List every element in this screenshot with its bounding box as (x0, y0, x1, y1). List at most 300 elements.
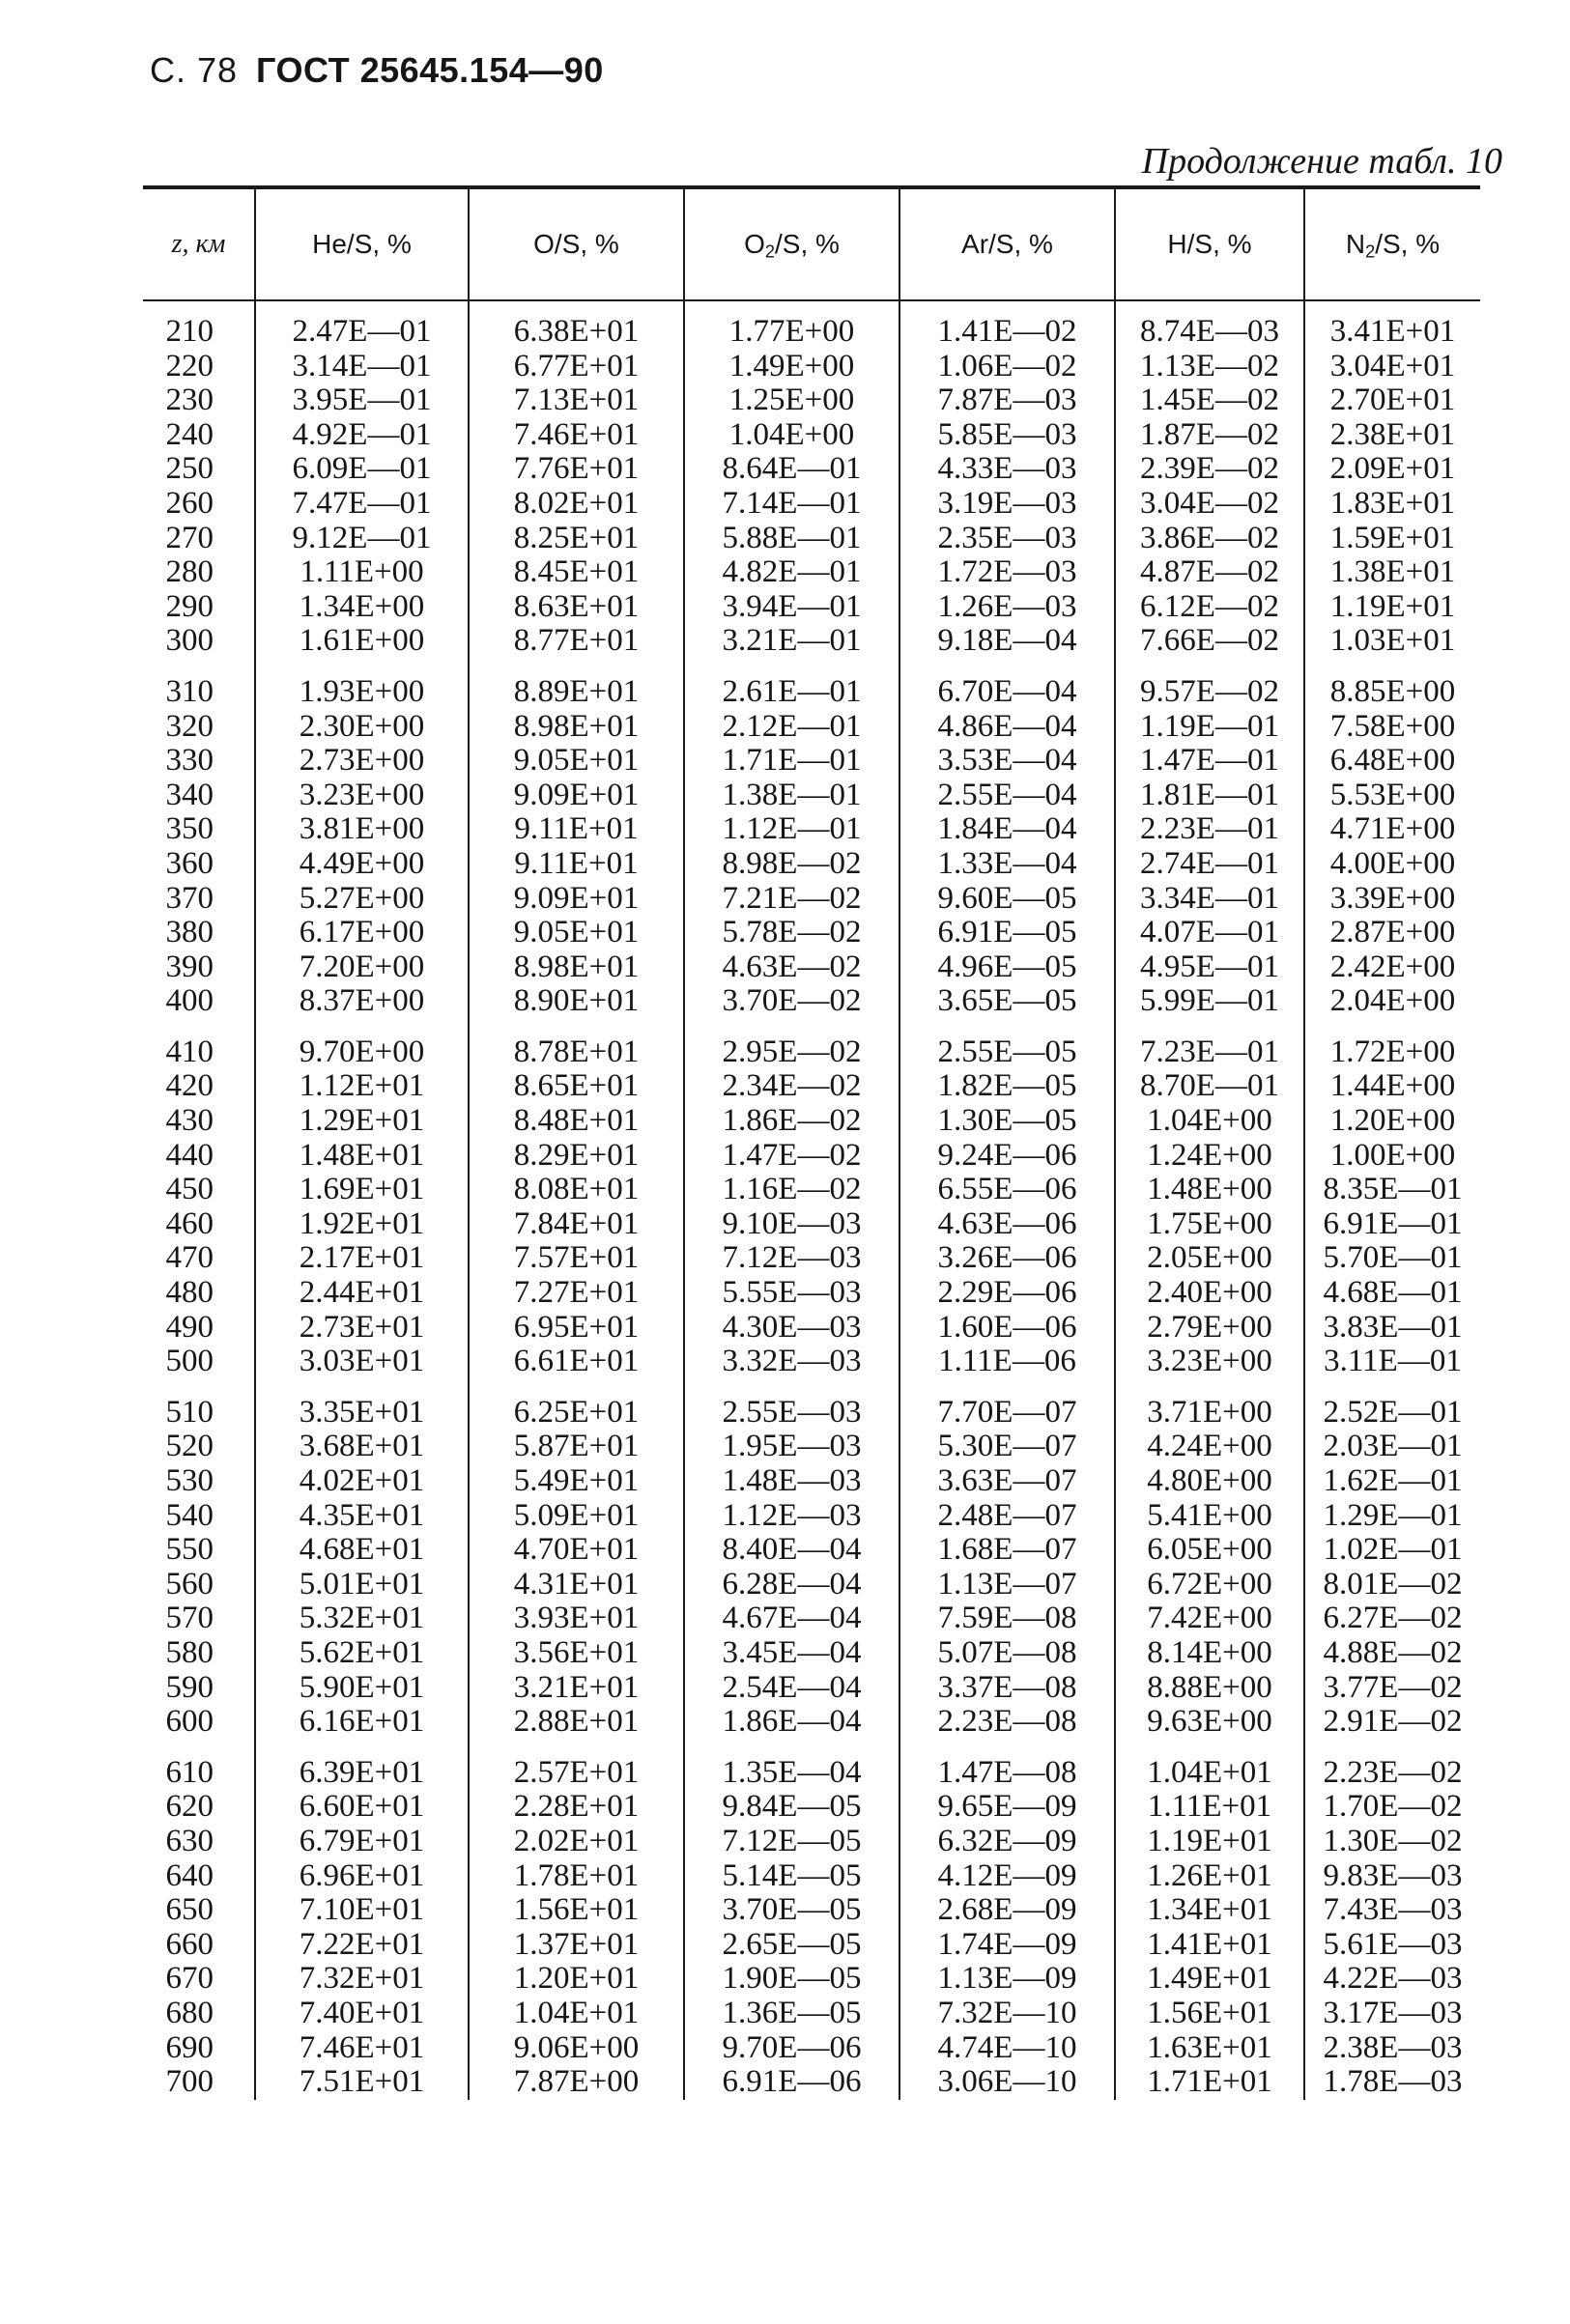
altitude-cell: 350 (165, 811, 214, 847)
value-cell: 1.56E+01 (1115, 1997, 1304, 2031)
table-row (143, 1740, 1480, 1791)
value-cell: 4.68E+01 (255, 1533, 469, 1568)
value-cell: 8.01E—02 (1304, 1568, 1480, 1602)
value-cell: 2.02E+01 (469, 1825, 684, 1859)
altitude-cell: 560 (165, 1566, 214, 1601)
value-cell: 1.61E+00 (255, 624, 469, 659)
altitude-cell: 690 (165, 2029, 214, 2065)
value-cell: 8.37E+00 (255, 984, 469, 1019)
value-cell: 1.47E—02 (684, 1139, 899, 1174)
value-cell: 2.04E+00 (1304, 984, 1480, 1019)
value-cell: 8.98E+01 (469, 710, 684, 745)
value-cell: 7.12E—05 (684, 1825, 899, 1859)
value-cell: 9.57E—02 (1115, 659, 1304, 710)
altitude-cell: 260 (165, 485, 214, 521)
value-cell: 8.29E+01 (469, 1139, 684, 1174)
value-cell: 1.71E—01 (684, 744, 899, 779)
altitude-cell: 330 (165, 743, 214, 779)
value-cell: 3.34E—01 (1115, 882, 1304, 917)
value-cell: 2.68E—09 (899, 1893, 1115, 1928)
value-cell: 1.35E—04 (684, 1740, 899, 1791)
table-row (143, 710, 1480, 745)
value-cell: 3.06E—10 (899, 2065, 1115, 2100)
value-cell: 2.30E+00 (255, 710, 469, 745)
value-cell: 5.32E+01 (255, 1601, 469, 1636)
table-row (143, 555, 1480, 590)
value-cell: 8.89E+01 (469, 659, 684, 710)
table-row (143, 1997, 1480, 2031)
value-cell: 2.52E—01 (1304, 1379, 1480, 1431)
value-cell: 9.60E—05 (899, 882, 1115, 917)
altitude-cell: 450 (165, 1172, 214, 1207)
value-cell: 3.70E—05 (684, 1893, 899, 1928)
value-cell: 4.12E—09 (899, 1859, 1115, 1894)
value-cell: 2.03E—01 (1304, 1430, 1480, 1464)
value-cell: 1.93E+00 (255, 659, 469, 710)
value-cell: 3.39E+00 (1304, 882, 1480, 917)
table-row (143, 1499, 1480, 1534)
table-row (143, 2031, 1480, 2066)
value-cell: 1.37E+01 (469, 1928, 684, 1963)
value-cell: 3.17E—03 (1304, 1997, 1480, 2031)
value-cell: 4.33E—03 (899, 452, 1115, 487)
value-cell: 7.43E—03 (1304, 1893, 1480, 1928)
value-cell: 3.11E—01 (1304, 1345, 1480, 1379)
value-cell: 2.54E—04 (684, 1671, 899, 1706)
table-row (143, 1311, 1480, 1346)
value-cell: 7.32E—10 (899, 1997, 1115, 2031)
value-cell: 4.24E+00 (1115, 1430, 1304, 1464)
value-cell: 3.86E—02 (1115, 522, 1304, 556)
column-header: Ar/S, % (899, 189, 1115, 300)
table-row (143, 659, 1480, 710)
value-cell: 1.77E+00 (684, 315, 899, 350)
altitude-cell: 420 (165, 1068, 214, 1104)
altitude-cell: 210 (165, 314, 214, 349)
value-cell: 5.09E+01 (469, 1499, 684, 1534)
value-cell: 6.91E—06 (684, 2065, 899, 2100)
value-cell: 1.20E+00 (1304, 1104, 1480, 1139)
table-row (143, 522, 1480, 556)
value-cell: 3.41E+01 (1304, 315, 1480, 350)
table-row (143, 1069, 1480, 1104)
value-cell: 2.09E+01 (1304, 452, 1480, 487)
value-cell: 3.04E+01 (1304, 350, 1480, 384)
value-cell: 6.70E—04 (899, 659, 1115, 710)
altitude-cell: 230 (165, 383, 214, 418)
value-cell: 4.70E+01 (469, 1533, 684, 1568)
value-cell: 8.90E+01 (469, 984, 684, 1019)
value-cell: 2.74E—01 (1115, 847, 1304, 882)
value-cell: 1.20E+01 (469, 1962, 684, 1997)
value-cell: 2.34E—02 (684, 1069, 899, 1104)
value-cell: 9.06E+00 (469, 2031, 684, 2066)
value-cell: 3.14E—01 (255, 350, 469, 384)
value-cell: 9.18E—04 (899, 624, 1115, 659)
altitude-cell: 510 (165, 1394, 214, 1430)
altitude-cell: 470 (165, 1240, 214, 1276)
table-row (143, 1790, 1480, 1825)
value-cell: 8.48E+01 (469, 1104, 684, 1139)
altitude-cell: 590 (165, 1669, 214, 1705)
value-cell: 1.03E+01 (1304, 624, 1480, 659)
value-cell: 7.59E—08 (899, 1601, 1115, 1636)
value-cell: 1.48E+01 (255, 1139, 469, 1174)
value-cell: 6.55E—06 (899, 1173, 1115, 1207)
value-cell: 1.49E+01 (1115, 1962, 1304, 1997)
column-header: z, км (171, 229, 226, 259)
altitude-cell: 270 (165, 520, 214, 555)
column-header: H/S, % (1115, 189, 1304, 300)
value-cell: 1.74E—09 (899, 1928, 1115, 1963)
value-cell: 8.25E+01 (469, 522, 684, 556)
value-cell: 8.63E+01 (469, 590, 684, 625)
table-row (143, 950, 1480, 985)
value-cell: 3.81E+00 (255, 812, 469, 847)
value-cell: 2.23E—01 (1115, 812, 1304, 847)
value-cell: 1.19E+01 (1304, 590, 1480, 625)
table-row (143, 1825, 1480, 1859)
value-cell: 3.19E—03 (899, 487, 1115, 522)
value-cell: 2.73E+00 (255, 744, 469, 779)
value-cell: 1.78E+01 (469, 1859, 684, 1894)
value-cell: 7.13E+01 (469, 383, 684, 418)
table-row (143, 984, 1480, 1019)
value-cell: 1.86E—04 (684, 1705, 899, 1740)
value-cell: 2.23E—08 (899, 1705, 1115, 1740)
value-cell: 2.17E+01 (255, 1241, 469, 1276)
value-cell: 8.77E+01 (469, 624, 684, 659)
value-cell: 7.51E+01 (255, 2065, 469, 2100)
table-row (143, 1379, 1480, 1431)
table-row (143, 1464, 1480, 1499)
value-cell: 1.72E+00 (1304, 1019, 1480, 1070)
table-row (143, 1173, 1480, 1207)
value-cell: 1.71E+01 (1115, 2065, 1304, 2100)
value-cell: 2.29E—06 (899, 1276, 1115, 1311)
value-cell: 6.72E+00 (1115, 1568, 1304, 1602)
value-cell: 1.16E—02 (684, 1173, 899, 1207)
value-cell: 4.95E—01 (1115, 950, 1304, 985)
data-table (143, 189, 1480, 2100)
value-cell: 7.58E+00 (1304, 710, 1480, 745)
value-cell: 4.86E—04 (899, 710, 1115, 745)
value-cell: 1.48E—03 (684, 1464, 899, 1499)
column-header: $N_2/S$, % (1304, 189, 1480, 300)
value-cell: 8.45E+01 (469, 555, 684, 590)
page-header (150, 50, 604, 91)
value-cell: 1.47E—01 (1115, 744, 1304, 779)
value-cell: 3.35E+01 (255, 1379, 469, 1431)
altitude-cell: 320 (165, 708, 214, 744)
value-cell: 3.23E+00 (1115, 1345, 1304, 1379)
value-cell: 3.23E+00 (255, 779, 469, 813)
value-cell: 4.22E—03 (1304, 1962, 1480, 1997)
value-cell: 9.83E—03 (1304, 1859, 1480, 1894)
value-cell: 3.21E—01 (684, 624, 899, 659)
value-cell: 1.92E+01 (255, 1207, 469, 1242)
value-cell: 5.55E—03 (684, 1276, 899, 1311)
altitude-cell: 300 (165, 623, 214, 659)
table-row (143, 1671, 1480, 1706)
value-cell: 9.11E+01 (469, 812, 684, 847)
altitude-cell: 400 (165, 983, 214, 1019)
table-header-row (143, 189, 1480, 300)
value-cell: 5.49E+01 (469, 1464, 684, 1499)
value-cell: 1.38E+01 (1304, 555, 1480, 590)
value-cell: 4.30E—03 (684, 1311, 899, 1346)
value-cell: 2.12E—01 (684, 710, 899, 745)
value-cell: 9.84E—05 (684, 1790, 899, 1825)
value-cell: 4.67E—04 (684, 1601, 899, 1636)
value-cell: 6.79E+01 (255, 1825, 469, 1859)
value-cell: 1.68E—07 (899, 1533, 1115, 1568)
table-row (143, 1276, 1480, 1311)
table-row (143, 590, 1480, 625)
value-cell: 5.41E+00 (1115, 1499, 1304, 1534)
value-cell: 3.71E+00 (1115, 1379, 1304, 1431)
value-cell: 2.48E—07 (899, 1499, 1115, 1534)
altitude-cell: 340 (165, 777, 214, 812)
value-cell: 2.55E—04 (899, 779, 1115, 813)
value-cell: 1.84E—04 (899, 812, 1115, 847)
value-cell: 7.66E—02 (1115, 624, 1304, 659)
altitude-cell: 280 (165, 554, 214, 590)
value-cell: 2.79E+00 (1115, 1311, 1304, 1346)
column-header: He/S, % (255, 189, 469, 300)
altitude-cell: 490 (165, 1309, 214, 1345)
value-cell: 7.57E+01 (469, 1241, 684, 1276)
altitude-cell: 650 (165, 1892, 214, 1928)
value-cell: 7.14E—01 (684, 487, 899, 522)
table-continuation-label: Продолжение табл. 10 (1141, 141, 1502, 182)
value-cell: 9.24E—06 (899, 1139, 1115, 1174)
value-cell: 8.35E—01 (1304, 1173, 1480, 1207)
altitude-cell: 630 (165, 1823, 214, 1858)
value-cell: 5.99E—01 (1115, 984, 1304, 1019)
value-cell: 3.37E—08 (899, 1671, 1115, 1706)
value-cell: 8.78E+01 (469, 1019, 684, 1070)
value-cell: 6.05E+00 (1115, 1533, 1304, 1568)
value-cell: 6.12E—02 (1115, 590, 1304, 625)
value-cell: 6.09E—01 (255, 452, 469, 487)
value-cell: 7.84E+01 (469, 1207, 684, 1242)
value-cell: 4.68E—01 (1304, 1276, 1480, 1311)
altitude-cell: 610 (165, 1754, 214, 1790)
value-cell: 9.09E+01 (469, 779, 684, 813)
value-cell: 7.46E+01 (469, 418, 684, 453)
value-cell: 5.85E—03 (899, 418, 1115, 453)
value-cell: 8.85E+00 (1304, 659, 1480, 710)
altitude-cell: 240 (165, 416, 214, 452)
value-cell: 8.40E—04 (684, 1533, 899, 1568)
value-cell: 1.36E—05 (684, 1997, 899, 2031)
table-row (143, 847, 1480, 882)
value-cell: 4.88E—02 (1304, 1636, 1480, 1671)
value-cell: 6.17E+00 (255, 916, 469, 950)
value-cell: 1.26E+01 (1115, 1859, 1304, 1894)
value-cell: 5.62E+01 (255, 1636, 469, 1671)
value-cell: 7.32E+01 (255, 1962, 469, 1997)
value-cell: 7.23E—01 (1115, 1019, 1304, 1070)
value-cell: 2.57E+01 (469, 1740, 684, 1791)
value-cell: 1.33E—04 (899, 847, 1115, 882)
value-cell: 2.91E—02 (1304, 1705, 1480, 1740)
value-cell: 7.27E+01 (469, 1276, 684, 1311)
value-cell: 9.05E+01 (469, 916, 684, 950)
value-cell: 4.82E—01 (684, 555, 899, 590)
value-cell: 1.69E+01 (255, 1173, 469, 1207)
value-cell: 1.81E—01 (1115, 779, 1304, 813)
value-cell: 1.30E—02 (1304, 1825, 1480, 1859)
value-cell: 5.07E—08 (899, 1636, 1115, 1671)
altitude-cell: 570 (165, 1601, 214, 1636)
altitude-cell: 290 (165, 588, 214, 624)
table-row (143, 1241, 1480, 1276)
value-cell: 7.76E+01 (469, 452, 684, 487)
value-cell: 9.05E+01 (469, 744, 684, 779)
value-cell: 3.70E—02 (684, 984, 899, 1019)
value-cell: 1.48E+00 (1115, 1173, 1304, 1207)
table-row (143, 315, 1480, 350)
altitude-cell: 360 (165, 845, 214, 881)
value-cell: 2.95E—02 (684, 1019, 899, 1070)
table-row (143, 1928, 1480, 1963)
value-cell: 6.28E—04 (684, 1568, 899, 1602)
value-cell: 4.49E+00 (255, 847, 469, 882)
table-row (143, 1533, 1480, 1568)
value-cell: 5.78E—02 (684, 916, 899, 950)
altitude-cell: 430 (165, 1103, 214, 1139)
value-cell: 7.46E+01 (255, 2031, 469, 2066)
value-cell: 7.40E+01 (255, 1997, 469, 2031)
altitude-cell: 480 (165, 1275, 214, 1311)
value-cell: 1.29E+01 (255, 1104, 469, 1139)
value-cell: 6.25E+01 (469, 1379, 684, 1431)
value-cell: 1.00E+00 (1304, 1139, 1480, 1174)
value-cell: 1.41E+01 (1115, 1928, 1304, 1963)
value-cell: 1.34E+01 (1115, 1893, 1304, 1928)
value-cell: 4.63E—06 (899, 1207, 1115, 1242)
value-cell: 4.96E—05 (899, 950, 1115, 985)
value-cell: 3.94E—01 (684, 590, 899, 625)
value-cell: 1.86E—02 (684, 1104, 899, 1139)
value-cell: 5.27E+00 (255, 882, 469, 917)
value-cell: 1.75E+00 (1115, 1207, 1304, 1242)
value-cell: 6.91E—01 (1304, 1207, 1480, 1242)
table-row (143, 624, 1480, 659)
value-cell: 1.72E—03 (899, 555, 1115, 590)
value-cell: 1.29E—01 (1304, 1499, 1480, 1534)
table-row (143, 1019, 1480, 1070)
value-cell: 6.60E+01 (255, 1790, 469, 1825)
altitude-cell: 670 (165, 1961, 214, 1997)
table-row (143, 1705, 1480, 1740)
value-cell: 1.44E+00 (1304, 1069, 1480, 1104)
value-cell: 2.44E+01 (255, 1276, 469, 1311)
altitude-cell: 640 (165, 1857, 214, 1893)
value-cell: 6.27E—02 (1304, 1601, 1480, 1636)
value-cell: 7.87E+00 (469, 2065, 684, 2100)
altitude-cell: 500 (165, 1344, 214, 1379)
value-cell: 9.10E—03 (684, 1207, 899, 1242)
value-cell: 8.14E+00 (1115, 1636, 1304, 1671)
value-cell: 3.56E+01 (469, 1636, 684, 1671)
value-cell: 1.04E+01 (1115, 1740, 1304, 1791)
value-cell: 6.32E—09 (899, 1825, 1115, 1859)
value-cell: 3.03E+01 (255, 1345, 469, 1379)
value-cell: 6.16E+01 (255, 1705, 469, 1740)
altitude-cell: 580 (165, 1634, 214, 1670)
value-cell: 1.90E—05 (684, 1962, 899, 1997)
standard-number: ГОСТ 25645.154—90 (256, 50, 604, 90)
value-cell: 8.08E+01 (469, 1173, 684, 1207)
column-header: O/S, % (469, 189, 684, 300)
value-cell: 7.22E+01 (255, 1928, 469, 1963)
value-cell: 6.77E+01 (469, 350, 684, 384)
data-table-container (143, 185, 1480, 2100)
table-row (143, 452, 1480, 487)
page-number: С. 78 (150, 50, 239, 90)
value-cell: 1.70E—02 (1304, 1790, 1480, 1825)
value-cell: 1.82E—05 (899, 1069, 1115, 1104)
value-cell: 9.09E+01 (469, 882, 684, 917)
value-cell: 1.59E+01 (1304, 522, 1480, 556)
value-cell: 5.70E—01 (1304, 1241, 1480, 1276)
value-cell: 1.12E+01 (255, 1069, 469, 1104)
table-row (143, 1601, 1480, 1636)
value-cell: 1.25E+00 (684, 383, 899, 418)
value-cell: 3.83E—01 (1304, 1311, 1480, 1346)
value-cell: 1.12E—03 (684, 1499, 899, 1534)
value-cell: 7.12E—03 (684, 1241, 899, 1276)
value-cell: 3.68E+01 (255, 1430, 469, 1464)
value-cell: 4.07E—01 (1115, 916, 1304, 950)
value-cell: 1.11E+01 (1115, 1790, 1304, 1825)
value-cell: 6.38E+01 (469, 315, 684, 350)
value-cell: 2.47E—01 (255, 315, 469, 350)
value-cell: 1.41E—02 (899, 315, 1115, 350)
value-cell: 2.55E—03 (684, 1379, 899, 1431)
value-cell: 7.70E—07 (899, 1379, 1115, 1431)
value-cell: 4.35E+01 (255, 1499, 469, 1534)
value-cell: 8.64E—01 (684, 452, 899, 487)
value-cell: 1.19E+01 (1115, 1825, 1304, 1859)
table-row (143, 779, 1480, 813)
value-cell: 1.38E—01 (684, 779, 899, 813)
table-row (143, 2065, 1480, 2100)
value-cell: 1.06E—02 (899, 350, 1115, 384)
altitude-cell: 660 (165, 1926, 214, 1962)
column-header: $O_2/S$, % (684, 189, 899, 300)
table-row (143, 882, 1480, 917)
value-cell: 1.45E—02 (1115, 383, 1304, 418)
value-cell: 2.38E+01 (1304, 418, 1480, 453)
value-cell: 4.00E+00 (1304, 847, 1480, 882)
value-cell: 8.74E—03 (1115, 315, 1304, 350)
value-cell: 1.30E—05 (899, 1104, 1115, 1139)
value-cell: 2.55E—05 (899, 1019, 1115, 1070)
value-cell: 5.14E—05 (684, 1859, 899, 1894)
value-cell: 4.80E+00 (1115, 1464, 1304, 1499)
value-cell: 1.47E—08 (899, 1740, 1115, 1791)
table-row (143, 1893, 1480, 1928)
altitude-cell: 440 (165, 1137, 214, 1173)
value-cell: 1.13E—02 (1115, 350, 1304, 384)
table-row (143, 1568, 1480, 1602)
value-cell: 4.71E+00 (1304, 812, 1480, 847)
value-cell: 2.23E—02 (1304, 1740, 1480, 1791)
